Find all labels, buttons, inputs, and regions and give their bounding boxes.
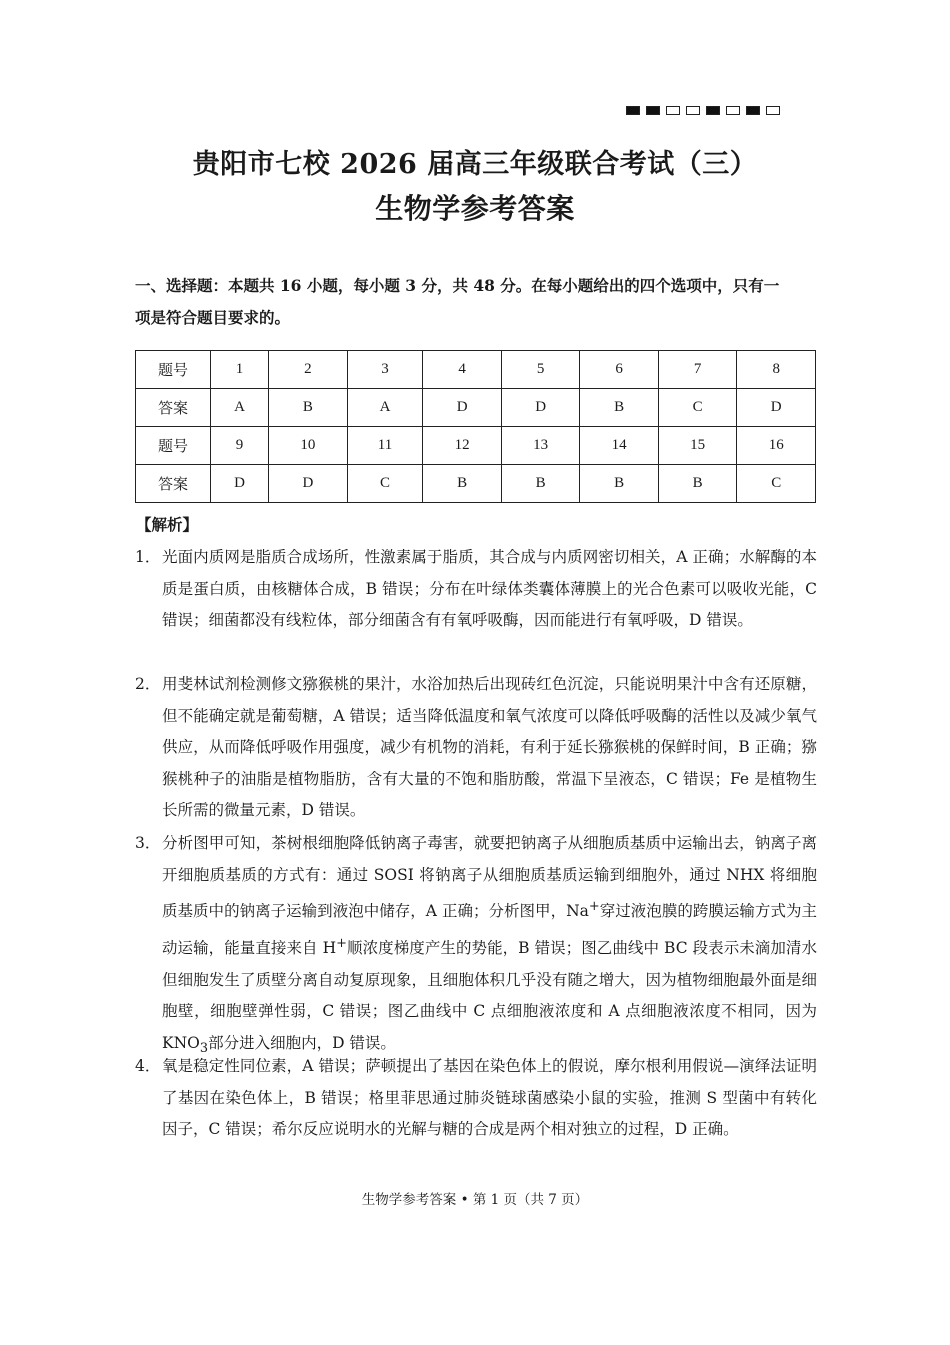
answer-cell: D (501, 389, 580, 427)
print-mark (746, 106, 760, 115)
item-number: 2． (135, 675, 161, 693)
table-row (136, 389, 816, 427)
answer-cell: B (580, 465, 659, 503)
answer-cell: C (658, 389, 737, 427)
item-text-part: 顺浓度梯度产生的势能，B 错误；图乙曲线中 BC 段表示未滴加清水但细胞发生了质壁分离自动复原现象，且细胞体积几乎没有随之增大，因为植物细胞最外面是细胞壁，细胞壁弹性弱，C 错误；图乙曲线中 C 点细胞液浓度和 A 点细胞液浓度不相同，因为 KNO (162, 939, 817, 1052)
answer-cell: A (211, 389, 269, 427)
print-mark (726, 106, 740, 115)
table-row (136, 351, 816, 389)
document-subtitle: 生物学参考答案 (375, 192, 575, 225)
document-title: 贵阳市七校 2026 届高三年级联合考试（三） (192, 149, 758, 180)
superscript: + (588, 899, 600, 915)
row-label: 题号 (136, 351, 211, 389)
answer-cell: D (269, 465, 348, 503)
analysis-item (135, 828, 817, 1065)
print-mark (686, 106, 700, 115)
item-text-part: 分析图甲可知，茶树根细胞降低钠离子毒害，就要把钠离子从细胞质基质中运输出去，钠离子离开细胞质基质的方式有：通过 SOSI 将钠离子从细胞质基质运输到细胞外，通过 NHX 将细胞质基质中的钠离子运输到液泡中储存，A 正确；分析图甲，Na (162, 834, 817, 921)
print-mark (706, 106, 720, 115)
question-number: 14 (580, 427, 659, 465)
table-row (136, 465, 816, 503)
answer-cell: B (501, 465, 580, 503)
answer-cell: B (580, 389, 659, 427)
row-label: 答案 (136, 465, 211, 503)
analysis-item (135, 542, 817, 637)
section-intro-line1: 一、选择题：本题共 16 小题，每小题 3 分，共 48 分。在每小题给出的四个选项中，只有一 (135, 276, 780, 295)
analysis-heading: 【解析】 (136, 515, 199, 534)
question-number: 11 (347, 427, 423, 465)
question-number: 5 (501, 351, 580, 389)
table-row (136, 427, 816, 465)
answer-cell: B (658, 465, 737, 503)
row-label: 题号 (136, 427, 211, 465)
item-text: 氧是稳定性同位素，A 错误；萨顿提出了基因在染色体上的假说，摩尔根利用假说—演绎法证明了基因在染色体上，B 错误；格里菲思通过肺炎链球菌感染小鼠的实验，推测 S 型菌中有转化因子，C 错误；希尔反应说明水的光解与糖的合成是两个相对独立的过程，D 正确。 (162, 1057, 817, 1139)
question-number: 6 (580, 351, 659, 389)
print-mark (766, 106, 780, 115)
question-number: 1 (211, 351, 269, 389)
answer-cell: B (423, 465, 502, 503)
item-number: 3． (135, 834, 161, 852)
item-text: 用斐林试剂检测修文猕猴桃的果汁，水浴加热后出现砖红色沉淀，只能说明果汁中含有还原糖，但不能确定就是葡萄糖，A 错误；适当降低温度和氧气浓度可以降低呼吸酶的活性以及减少氧气供应，从而降低呼吸作用强度，减少有机物的消耗，有利于延长猕猴桃的保鲜时间，B 正确；猕猴桃种子的油脂是植物脂肪，含有大量的不饱和脂肪酸，常温下呈液态，C 错误；Fe 是植物生长所需的微量元素，D 错误。 (162, 675, 817, 820)
section-intro (135, 270, 817, 334)
print-mark (666, 106, 680, 115)
print-mark (646, 106, 660, 115)
question-number: 8 (737, 351, 816, 389)
row-label: 答案 (136, 389, 211, 427)
answer-cell: D (423, 389, 502, 427)
item-text: 光面内质网是脂质合成场所，性激素属于脂质，其合成与内质网密切相关，A 正确；水解酶的本质是蛋白质，由核糖体合成，B 错误；分布在叶绿体类囊体薄膜上的光合色素可以吸收光能，C 错误；细菌都没有线粒体，部分细菌含有有氧呼吸酶，因而能进行有氧呼吸，D 错误。 (162, 548, 817, 630)
question-number: 2 (269, 351, 348, 389)
item-number: 4． (135, 1057, 161, 1075)
answer-table (135, 350, 816, 503)
question-number: 15 (658, 427, 737, 465)
analysis-item (135, 669, 817, 827)
print-marks (626, 106, 780, 115)
analysis-item (135, 1051, 817, 1146)
subscript: 3 (199, 1040, 209, 1056)
section-intro-line2: 项是符合题目要求的。 (135, 308, 291, 327)
question-number: 12 (423, 427, 502, 465)
answer-cell: D (737, 389, 816, 427)
item-text-part: 部分进入细胞内，D 错误。 (208, 1033, 396, 1052)
question-number: 4 (423, 351, 502, 389)
answer-cell: B (269, 389, 348, 427)
question-number: 16 (737, 427, 816, 465)
question-number: 10 (269, 427, 348, 465)
answer-cell: C (347, 465, 423, 503)
page-footer: 生物学参考答案 • 第 1 页（共 7 页） (361, 1192, 589, 1208)
question-number: 13 (501, 427, 580, 465)
question-number: 7 (658, 351, 737, 389)
question-number: 3 (347, 351, 423, 389)
item-text (162, 828, 817, 1065)
item-text-part: 穿过液泡膜的跨膜运输方式为主动运输，能量直接来自 H (162, 902, 817, 958)
answer-cell: C (737, 465, 816, 503)
superscript: + (336, 935, 347, 951)
answer-cell: A (347, 389, 423, 427)
item-number: 1． (135, 548, 161, 566)
question-number: 9 (211, 427, 269, 465)
print-mark (626, 106, 640, 115)
answer-cell: D (211, 465, 269, 503)
